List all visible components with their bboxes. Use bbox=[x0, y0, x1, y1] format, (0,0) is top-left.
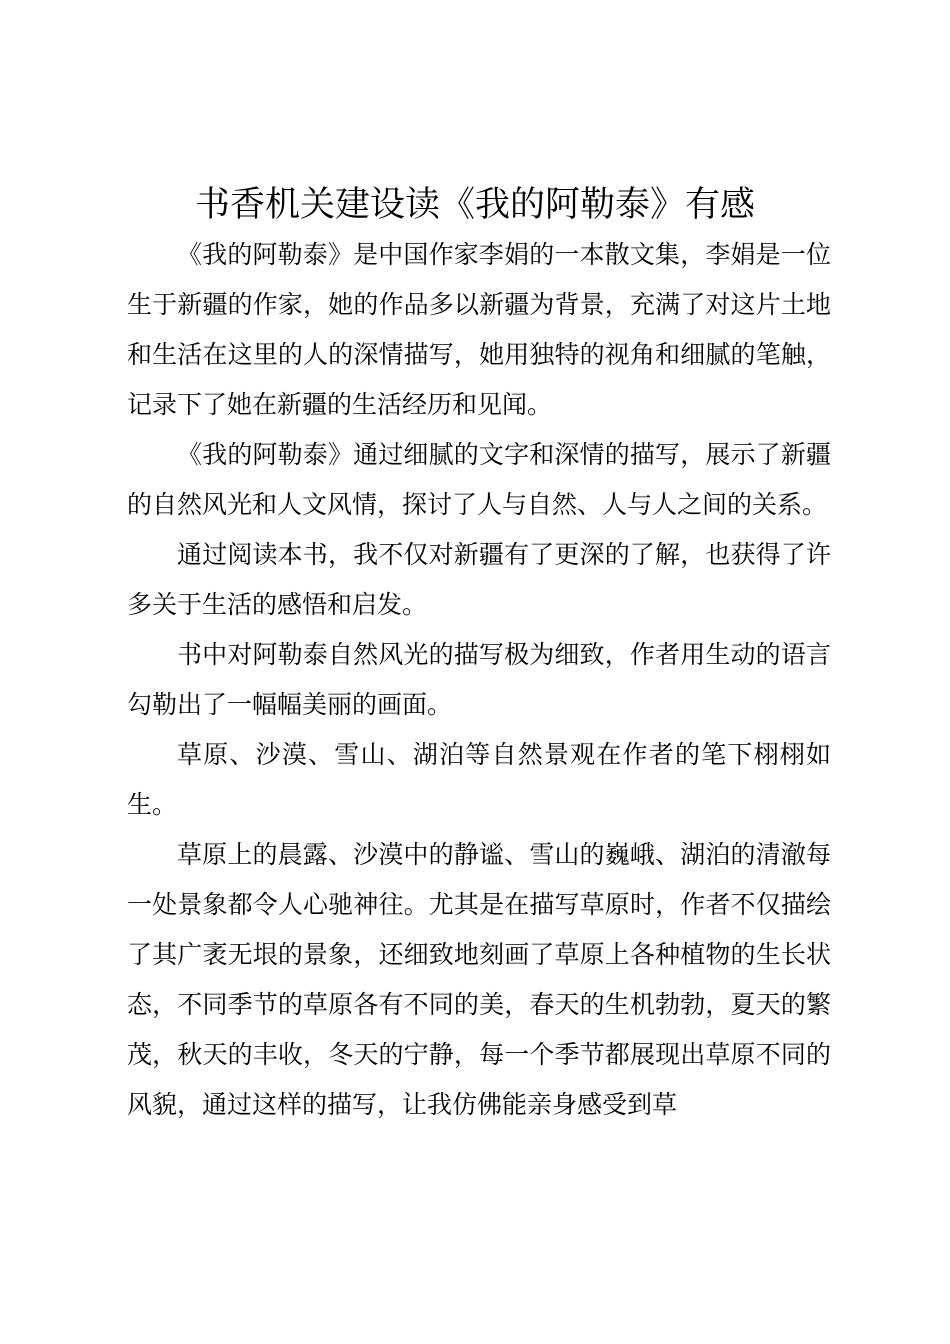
paragraph: 《我的阿勒泰》通过细腻的文字和深情的描写，展示了新疆的自然风光和人文风情，探讨了人与自然、人与人之间的关系。 bbox=[127, 440, 831, 519]
paragraph: 通过阅读本书，我不仅对新疆有了更深的了解，也获得了许多关于生活的感悟和启发。 bbox=[127, 540, 831, 619]
paragraph: 书中对阿勒泰自然风光的描写极为细致，作者用生动的语言勾勒出了一幅幅美丽的画面。 bbox=[127, 640, 831, 719]
paragraph: 草原上的晨露、沙漠中的静谧、雪山的巍峨、湖泊的清澈每一处景象都令人心驰神往。尤其是在描写草原时，作者不仅描绘了其广袤无垠的景象，还细致地刻画了草原上各种植物的生长状态，不同季节的草原各有不同的美，春天的生机勃勃，夏天的繁茂，秋天的丰收，冬天的宁静，每一个季节都展现出草原不同的风貌，通过这样的描写，让我仿佛能亲身感受到草 bbox=[127, 840, 831, 1119]
paragraph: 《我的阿勒泰》是中国作家李娟的一本散文集，李娟是一位生于新疆的作家，她的作品多以新疆为背景，充满了对这片土地和生活在这里的人的深情描写，她用独特的视角和细腻的笔触，记录下了她在新疆的生活经历和见闻。 bbox=[127, 240, 831, 419]
document-title: 书香机关建设读《我的阿勒泰》有感 bbox=[194, 185, 755, 225]
document-body bbox=[127, 230, 831, 1130]
paragraph: 草原、沙漠、雪山、湖泊等自然景观在作者的笔下栩栩如生。 bbox=[127, 740, 831, 819]
